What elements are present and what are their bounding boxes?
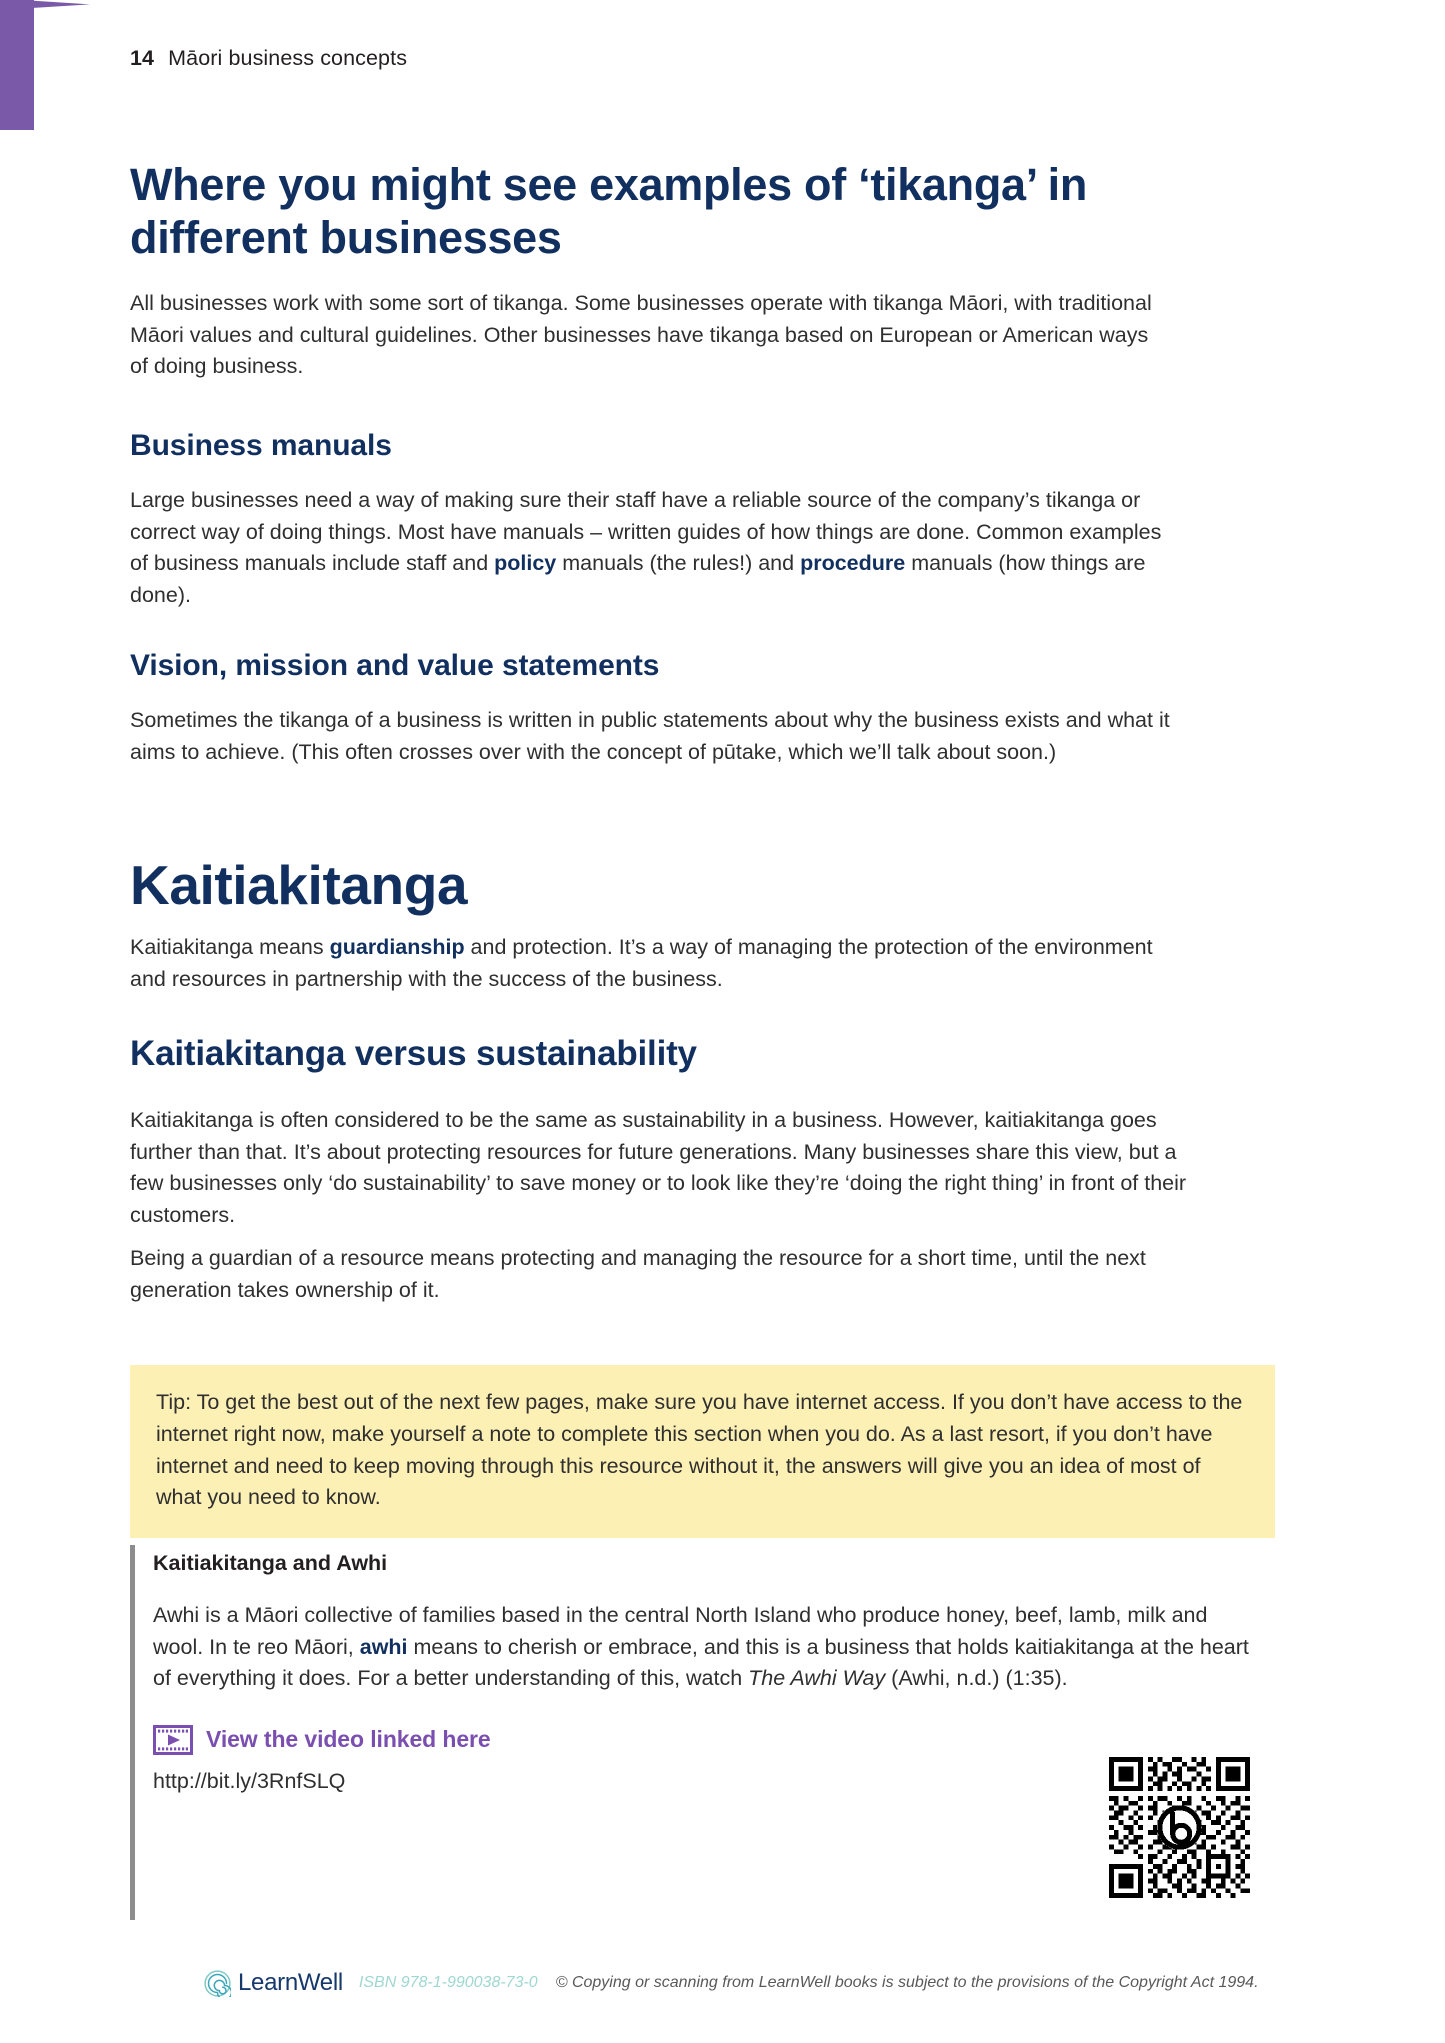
running-head-title: Māori business concepts: [168, 46, 408, 70]
paragraph-versus-sustainability-2: Being a guardian of a resource means protecting and managing the resource for a short time, until the next generation takes ownership of it.: [130, 1246, 1146, 1302]
kt-text-1: Kaitiakitanga means: [130, 935, 330, 959]
section-business-manuals: [130, 428, 1290, 464]
page-footer: [0, 1958, 1445, 2008]
footer-copyright: © Copying or scanning from LearnWell books is subject to the provisions of the Copyright Act 1994.: [555, 1974, 1259, 1991]
cs-text-3: (Awhi, n.d.) (1:35).: [885, 1666, 1068, 1691]
video-link-label[interactable]: View the video linked here: [206, 1726, 491, 1753]
paragraph-versus-sustainability-1: Kaitiakitanga is often considered to be the same as sustainability in a business. However, kaitiakitanga goes further than that. It’s about protecting resources for future generations. Many businesses share this view, but a few businesses only ‘do sustainability’ to save money or to look like they’re ‘doing the right thing’ in front of their customers.: [130, 1108, 1187, 1227]
heading-kaitiakitanga: Kaitiakitanga: [130, 854, 468, 916]
page-number: 14: [130, 46, 155, 70]
heading-tikanga-examples: Where you might see examples of ‘tikanga’ in different businesses: [130, 159, 1088, 264]
bm-text-2: manuals (the rules!) and: [556, 551, 801, 576]
qr-code-icon[interactable]: [1109, 1757, 1250, 1898]
video-title: The Awhi Way: [748, 1666, 886, 1691]
keyword-awhi: awhi: [359, 1634, 408, 1659]
heading-versus-sustainability: Kaitiakitanga versus sustainability: [130, 1034, 697, 1073]
paragraph-tikanga-intro-wrap: [130, 288, 1290, 383]
tip-text: Tip: To get the best out of the next few pages, make sure you have internet access. If you don’t have access to the internet right now, make yourself a note to complete this section when you do. As a last resort, if you don’t have internet and need to keep moving through this resource without it, the answers will give you an idea of most of what you need to know.: [156, 1390, 1243, 1510]
cs-text-2: means to cherish or embrace, and this is a business that holds kaitiakitanga at the heart of everything it does. For a better understanding of this, watch: [153, 1634, 1249, 1691]
paragraph-kaitiakitanga-wrap: [130, 932, 1290, 995]
video-play-icon[interactable]: [153, 1725, 193, 1755]
paragraph-versus-1-wrap: [130, 1105, 1290, 1231]
paragraph-case-study: [153, 1600, 1263, 1695]
footer-isbn: ISBN 978-1-990038-73-0: [358, 1974, 538, 1991]
paragraph-versus-2-wrap: [130, 1243, 1290, 1306]
bm-text-3: manuals (how things are done).: [130, 551, 1146, 607]
paragraph-business-manuals: [130, 485, 1165, 611]
keyword-guardianship: guardianship: [329, 935, 465, 959]
running-head: [130, 46, 407, 71]
kt-text-2: and protection. It’s a way of managing the protection of the environment and resources in partnership with the success of the business.: [130, 935, 1153, 991]
heading-case-study: Kaitiakitanga and Awhi: [153, 1551, 388, 1575]
case-study-block: [130, 1545, 1265, 1920]
heading-vision-mission: Vision, mission and value statements: [130, 649, 660, 682]
section-tikanga: [130, 158, 1290, 264]
tip-callout-box: [130, 1365, 1275, 1538]
keyword-policy: policy: [494, 551, 557, 576]
learnwell-koru-logo-icon: [204, 1970, 231, 1997]
section-versus-sustainability: [130, 1033, 1290, 1075]
paragraph-vision-mission-wrap: [130, 705, 1290, 768]
paragraph-business-manuals-wrap: [130, 485, 1290, 611]
paragraph-vision-mission: Sometimes the tikanga of a business is written in public statements about why the business exists and what it aims to achieve. (This often crosses over with the concept of pūtake, which we’ll talk about soon.): [130, 708, 1170, 764]
heading-business-manuals: Business manuals: [130, 429, 392, 462]
video-link[interactable]: [153, 1725, 1265, 1755]
paragraph-tikanga-intro: All businesses work with some sort of tikanga. Some businesses operate with tikanga Māori, with traditional Māori values and cultural guidelines. Other businesses have tikanga based on European or American ways of doing business.: [130, 291, 1152, 379]
cs-text-1: Awhi is a Māori collective of families based in the central North Island who produce honey, beef, lamb, milk and wool. In te reo Māori,: [153, 1603, 1208, 1659]
bm-text-1: Large businesses need a way of making sure their staff have a reliable source of the company’s tikanga or correct way of doing things. Most have manuals – written guides of how things are done. Common examples of business manuals include staff and: [130, 488, 1162, 576]
paragraph-kaitiakitanga: [130, 932, 1190, 995]
section-kaitiakitanga: [130, 855, 1290, 916]
learnwell-logo: [204, 1969, 343, 1997]
video-url[interactable]: http://bit.ly/3RnfSLQ: [153, 1768, 346, 1793]
keyword-procedure: procedure: [800, 551, 906, 576]
learnwell-brandname: LearnWell: [238, 1969, 343, 1996]
section-vision-mission: [130, 648, 1290, 684]
